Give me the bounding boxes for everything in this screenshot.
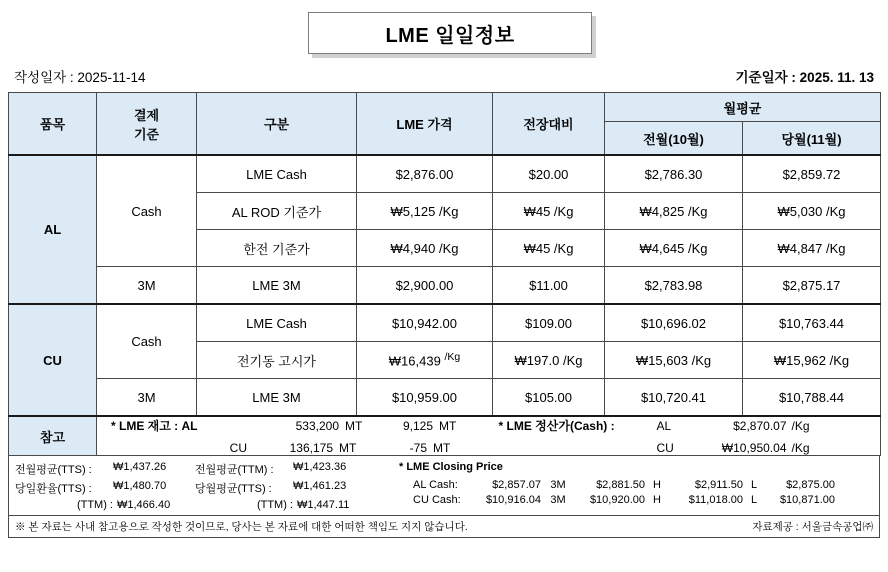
prev-month-cell: ₩15,603 /Kg — [605, 342, 743, 379]
prev-month-cell: ₩4,645 /Kg — [605, 230, 743, 267]
created-date: 작성일자 : 2025-11-14 — [14, 70, 146, 85]
division-cell: LME Cash — [197, 155, 357, 193]
title-area — [8, 0, 880, 60]
curr-month-cell: ₩15,962 /Kg — [743, 342, 881, 379]
settlement-al-3m: 3M — [97, 267, 197, 305]
curr-month-cell: $2,859.72 — [743, 155, 881, 193]
footer-rate-line: 전월평균(TTM) : ₩1,423.36 — [195, 461, 347, 476]
price-cell: ₩4,940 /Kg — [357, 230, 493, 267]
footer-rate-line: 당월평균(TTS) : ₩1,461.23 — [195, 480, 347, 495]
curr-month-cell: ₩4,847 /Kg — [743, 230, 881, 267]
footer-rate-line: (TTM) : ₩1,447.11 — [256, 499, 350, 511]
change-cell: $11.00 — [493, 267, 605, 305]
price-cell: ₩5,125 /Kg — [357, 193, 493, 230]
change-cell: ₩45 /Kg — [493, 193, 605, 230]
row-category-cu: CU — [9, 304, 97, 416]
prev-month-cell: $10,696.02 — [605, 304, 743, 342]
reference-row — [9, 416, 881, 456]
closing-price-row: AL Cash: $2,857.07 3M $2,881.50 H $2,911.50 L $2,875.00 — [413, 479, 835, 491]
header-item: 품목 — [9, 93, 97, 156]
table-body — [9, 155, 881, 456]
reference-stock-line: * LME 재고 : AL 533,200 MT 9,125 MT — [111, 418, 457, 433]
prev-month-cell: $10,720.41 — [605, 379, 743, 417]
curr-month-cell: $10,763.44 — [743, 304, 881, 342]
price-cell: $2,876.00 — [357, 155, 493, 193]
reference-settlement-line: * LME 정산가(Cash) : AL $2,870.07 /Kg — [498, 418, 810, 433]
settlement-cu-cash: Cash — [97, 304, 197, 379]
reference-settlement-block — [489, 417, 881, 455]
header-change: 전장대비 — [493, 93, 605, 156]
disclaimer-text: ※ 본 자료는 사내 참고용으로 작성한 것이므로, 당사는 본 자료에 대한 어떠한 책임도 지지 않습니다. — [15, 521, 468, 533]
curr-month-cell: $10,788.44 — [743, 379, 881, 417]
division-cell: 한전 기준가 — [197, 230, 357, 267]
curr-month-cell: $2,875.17 — [743, 267, 881, 305]
header-settlement: 결제 기준 — [97, 93, 197, 156]
header-division: 구분 — [197, 93, 357, 156]
change-cell: $109.00 — [493, 304, 605, 342]
change-cell: $20.00 — [493, 155, 605, 193]
date-row — [8, 60, 880, 92]
reference-content — [97, 416, 881, 456]
header-lme-price: LME 가격 — [357, 93, 493, 156]
footer-block — [8, 456, 880, 538]
header-monthly-avg: 월평균 — [605, 93, 881, 122]
lme-data-table — [8, 92, 881, 456]
footer-rates-col1 — [15, 461, 189, 511]
division-cell: LME 3M — [197, 267, 357, 305]
reference-stock-line: CU 136,175 MT -75 MT — [229, 441, 451, 455]
document-title-box — [308, 12, 592, 54]
reference-label: 참고 — [9, 416, 97, 456]
closing-price-row: CU Cash: $10,916.04 3M $10,920.00 H $11,018.00 L $10,871.00 — [413, 494, 835, 506]
change-cell: $105.00 — [493, 379, 605, 417]
change-cell: ₩197.0 /Kg — [493, 342, 605, 379]
footer-rates-col2 — [195, 461, 369, 511]
footer-closing-col — [399, 461, 873, 511]
header-prev-month: 전월(10월) — [605, 122, 743, 156]
reference-stock-block — [97, 417, 489, 455]
reference-settlement-line: CU ₩10,950.04 /Kg — [656, 441, 810, 455]
division-cell: AL ROD 기준가 — [197, 193, 357, 230]
page-title: LME 일일정보 — [385, 24, 515, 47]
price-cell: $10,942.00 — [357, 304, 493, 342]
price-cell: $2,900.00 — [357, 267, 493, 305]
footer-rate-line: 당일환율(TTS) : ₩1,480.70 — [15, 480, 167, 495]
prev-month-cell: ₩4,825 /Kg — [605, 193, 743, 230]
prev-month-cell: $2,786.30 — [605, 155, 743, 193]
settlement-al-cash: Cash — [97, 155, 197, 267]
closing-price-title: * LME Closing Price — [399, 461, 503, 473]
footer-rate-line: 전월평균(TTS) : ₩1,437.26 — [15, 461, 167, 476]
table-row — [9, 155, 881, 193]
table-row — [9, 379, 881, 417]
settlement-cu-3m: 3M — [97, 379, 197, 417]
price-cell: ₩16,439 $^{/Kg}$ — [357, 342, 493, 379]
prev-month-cell: $2,783.98 — [605, 267, 743, 305]
table-header — [9, 93, 881, 156]
division-cell: LME 3M — [197, 379, 357, 417]
change-cell: ₩45 /Kg — [493, 230, 605, 267]
table-row — [9, 304, 881, 342]
source-text: 자료제공 : 서울금속공업㈜ — [752, 521, 873, 533]
row-category-al: AL — [9, 155, 97, 304]
header-curr-month: 당월(11월) — [743, 122, 881, 156]
table-row — [9, 267, 881, 305]
division-cell: 전기동 고시가 — [197, 342, 357, 379]
base-date: 기준일자 : 2025. 11. 13 — [735, 70, 874, 85]
price-cell: $10,959.00 — [357, 379, 493, 417]
division-cell: LME Cash — [197, 304, 357, 342]
footer-rate-line: (TTM) : ₩1,466.40 — [76, 499, 171, 511]
curr-month-cell: ₩5,030 /Kg — [743, 193, 881, 230]
